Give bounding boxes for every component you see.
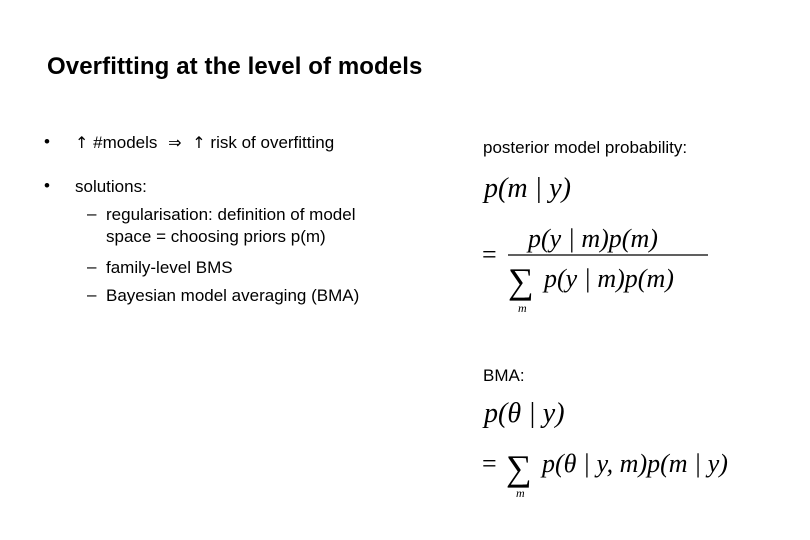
bullet-marker: • [44,132,50,151]
bma-formula [478,392,778,507]
bullet-solutions: solutions: [75,177,147,196]
bma-lhs: p(θ | y) [484,398,565,429]
sum-index: m [516,486,525,500]
sum-icon: ∑ [508,261,534,301]
implies-icon: ⇒ [168,133,182,152]
sub-family-bms: family-level BMS [106,258,233,277]
sub-bma: Bayesian model averaging (BMA) [106,286,360,305]
bma-rhs: p(θ | y, m)p(m | y) [542,449,728,478]
equals-sign: = [482,240,497,269]
bullet-marker: • [44,176,50,195]
slide-title: Overfitting at the level of models [47,53,423,80]
sub-regularisation-line2: space = choosing priors p(m) [106,227,326,246]
dash-marker: – [87,204,97,223]
up-arrow-icon: ↑ [192,133,206,152]
posterior-formula [478,165,728,320]
sum-index: m [518,301,527,315]
equals-sign: = [482,449,497,478]
models-text: #models [93,133,158,152]
posterior-numerator: p(y | m)p(m) [528,224,658,253]
posterior-label: posterior model probability: [483,138,688,157]
sum-icon: ∑ [506,448,532,488]
up-arrow-icon: ↑ [75,133,89,152]
dash-marker: – [87,285,97,304]
posterior-lhs: p(m | y) [484,173,571,204]
risk-text: risk of overfitting [210,133,335,152]
bullet-model-count [75,132,334,154]
bma-label: BMA: [483,366,525,385]
posterior-denominator: p(y | m)p(m) [544,264,674,293]
sub-regularisation-line1: regularisation: definition of model [106,205,356,224]
dash-marker: – [87,257,97,276]
